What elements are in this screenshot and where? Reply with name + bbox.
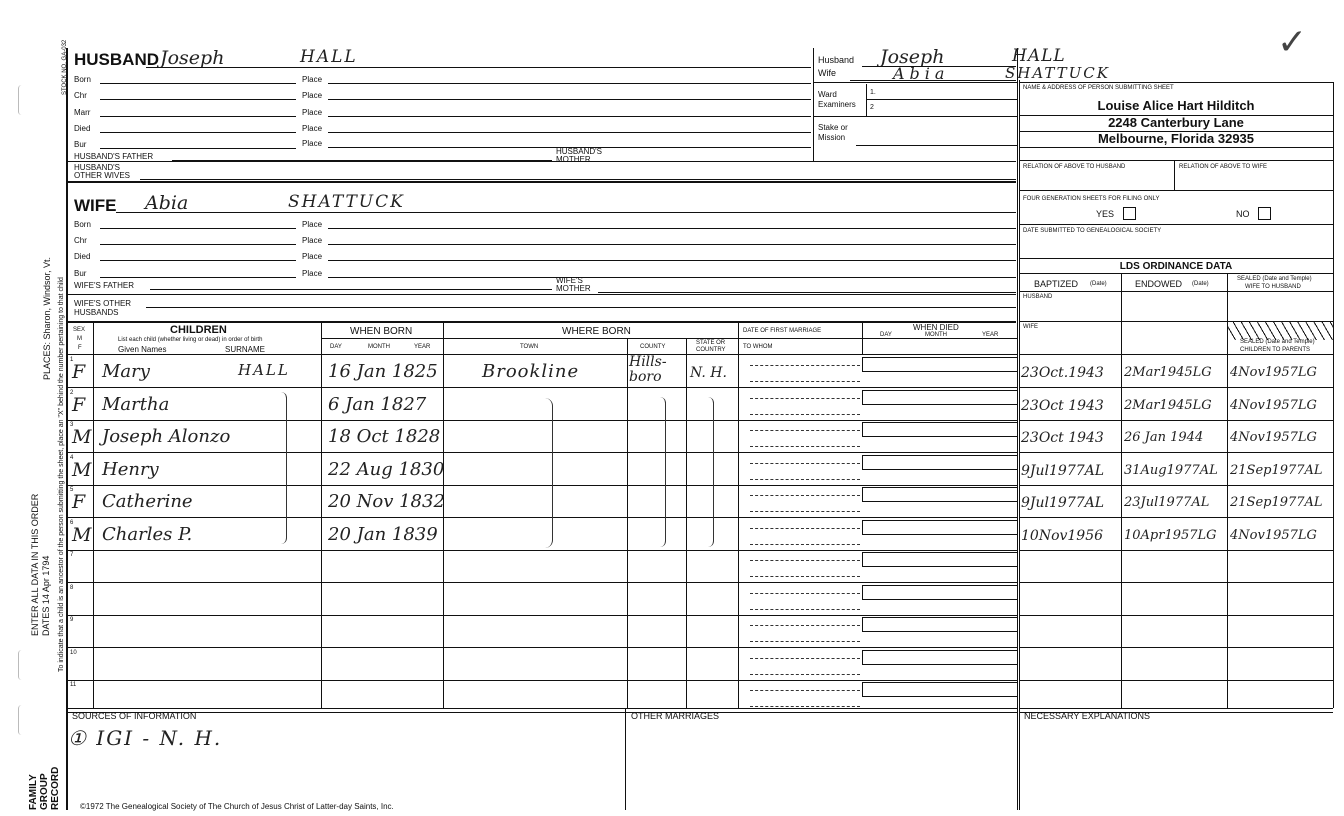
ward-husband-value: Joseph	[880, 46, 945, 68]
child-birth-town: Brookline	[482, 361, 580, 382]
sources-label: SOURCES OF INFORMATION	[72, 711, 197, 721]
mission-label: Mission	[818, 133, 846, 142]
where-born-line	[443, 338, 738, 339]
children-col-state	[738, 322, 739, 708]
child-endowed: 26 Jan 1944	[1124, 430, 1204, 445]
child-marriage-dash	[750, 706, 860, 707]
child-died-box-left	[862, 552, 863, 566]
child-endowed: 2Mar1945LG	[1124, 365, 1212, 380]
submitter-bottom-line	[1019, 160, 1333, 161]
children-col-county	[686, 338, 687, 708]
lds-table-bottom	[1019, 708, 1333, 709]
child-died-box-line	[862, 371, 1017, 372]
ward-box-border	[813, 48, 814, 162]
husband-divider	[66, 161, 1016, 162]
ward-label: Ward	[818, 90, 837, 99]
child-died-box-line	[862, 696, 1017, 697]
child-number: 5	[70, 487, 74, 493]
endowed-date-label: (Date)	[1192, 281, 1209, 287]
date-submitted-line	[1019, 258, 1333, 259]
no-checkbox[interactable]	[1258, 207, 1271, 220]
wife-born-place-label: Place	[302, 220, 323, 229]
children-col-name	[321, 322, 322, 708]
ward-wife-line	[850, 80, 1016, 81]
child-birth-date: 18 Oct 1828	[328, 426, 441, 447]
child-birth-date: 22 Aug 1830	[328, 459, 445, 480]
child-number: 1	[70, 357, 74, 363]
child-marriage-dash	[750, 560, 860, 561]
child-died-box-top	[862, 617, 1017, 618]
born-day-label: DAY	[330, 344, 342, 350]
child-sex: M	[72, 426, 92, 448]
child-sealed: 4Nov1957LG	[1230, 430, 1317, 445]
wife-bur-line	[100, 277, 296, 278]
lds-row-line	[1019, 517, 1333, 518]
child-died-box-top	[862, 422, 1017, 423]
lds-row-line	[1019, 680, 1333, 681]
child-birth-state: N. H.	[690, 365, 727, 381]
child-died-box-left	[862, 455, 863, 469]
submitter-street: 2248 Canterbury Lane	[1108, 115, 1244, 130]
child-sealed: 4Nov1957LG	[1230, 398, 1317, 413]
child-baptized: 23Oct 1943	[1021, 430, 1104, 446]
wife-born-place-line	[328, 228, 1016, 229]
indicate-text: To indicate that a child is an ancestor of the person submitting the sheet, place an "X" behind the number pertaining to that child	[58, 277, 65, 672]
lds-title-line	[1019, 273, 1333, 274]
child-died-box-left	[862, 585, 863, 599]
husband-other-wives-2: OTHER WIVES	[74, 171, 131, 180]
child-given-name: Joseph Alonzo	[102, 426, 231, 447]
child-number: 11	[70, 682, 77, 688]
wife-chr-place-line	[328, 244, 1016, 245]
child-given-name: Charles P.	[102, 524, 193, 545]
children-col-born	[443, 322, 444, 708]
endowed-label: ENDOWED	[1135, 279, 1182, 289]
husband-marr-label: Marr	[74, 108, 91, 117]
ward-num-2: 2	[870, 104, 874, 111]
husband-father-label: HUSBAND'S FATHER	[74, 152, 154, 161]
lds-title: LDS ORDINANCE DATA	[1119, 261, 1233, 272]
child-sex: F	[72, 394, 86, 416]
child-died-box-top	[862, 390, 1017, 391]
wife-born-label: Born	[74, 220, 91, 229]
relation-bottom-line	[1019, 190, 1333, 191]
wife-other-husbands-1: WIFE'S OTHER	[74, 299, 132, 308]
enter-all-text: ENTER ALL DATA IN THIS ORDER	[30, 493, 40, 636]
wife-mother-line	[598, 292, 1016, 293]
town-label: TOWN	[520, 344, 539, 350]
wife-divider	[66, 294, 1016, 295]
children-table-bottom	[66, 708, 1017, 709]
main-border-left	[66, 48, 68, 810]
child-died-box-line	[862, 599, 1017, 600]
child-marriage-dash	[750, 463, 860, 464]
sex-m: M	[77, 336, 82, 342]
child-died-box-left	[862, 650, 863, 664]
child-died-box-line	[862, 631, 1017, 632]
lds-row-line	[1019, 615, 1333, 616]
margin-mark	[18, 85, 25, 115]
child-died-box-top	[862, 552, 1017, 553]
wife-died-place-line	[328, 260, 1016, 261]
examiners-label: Examiners	[818, 100, 856, 109]
child-died-box-top	[862, 357, 1017, 358]
wife-label: WIFE	[74, 196, 117, 215]
state-label-2: COUNTRY	[696, 347, 726, 353]
child-number: 2	[70, 390, 74, 396]
children-title: CHILDREN	[170, 324, 227, 336]
child-died-box-top	[862, 682, 1017, 683]
child-marriage-dash	[750, 544, 860, 545]
ward-divider	[813, 82, 1017, 83]
husband-died-place-line	[328, 132, 811, 133]
when-born-label: WHEN BORN	[350, 326, 413, 337]
child-given-name: Henry	[102, 459, 159, 480]
record-title-group: GROUP	[39, 773, 50, 810]
lds-husband-row: HUSBAND	[1023, 294, 1053, 300]
submitter-city: Melbourne, Florida 32935	[1097, 131, 1255, 146]
right-panel-border	[1017, 48, 1018, 810]
wife-other-husbands-line	[146, 307, 1016, 308]
no-label: NO	[1236, 209, 1250, 219]
ward-line-2	[813, 116, 1017, 117]
child-row-line	[66, 680, 1017, 681]
husband-name-line	[146, 67, 811, 68]
child-endowed: 31Aug1977AL	[1124, 463, 1218, 478]
lds-col-divider-2	[1227, 273, 1228, 708]
stock-number: STOCK NO. GA-032	[62, 39, 68, 95]
child-marriage-dash	[750, 658, 860, 659]
wife-surname: SHATTUCK	[288, 192, 405, 212]
husband-chr-place-label: Place	[302, 91, 323, 100]
child-died-box-line	[862, 436, 1017, 437]
baptized-label: BAPTIZED	[1034, 279, 1079, 289]
child-marriage-dash	[750, 365, 860, 366]
children-list-note: List each child (whether living or dead) in order of birth	[118, 337, 263, 343]
lds-row-line	[1019, 550, 1333, 551]
yes-checkbox[interactable]	[1123, 207, 1136, 220]
sealed-children-2: CHILDREN TO PARENTS	[1240, 347, 1311, 353]
sealed-header-1: SEALED (Date and Temple)	[1237, 276, 1312, 282]
children-col-town	[627, 338, 628, 708]
explanations-label: NECESSARY EXPLANATIONS	[1024, 711, 1151, 721]
child-sealed: 4Nov1957LG	[1230, 365, 1317, 380]
husband-marr-place-label: Place	[302, 108, 323, 117]
lds-header-line	[1019, 291, 1333, 292]
died-month-label: MONTH	[925, 332, 947, 338]
child-baptized: 9Jul1977AL	[1021, 495, 1105, 511]
child-birth-date: 20 Jan 1839	[328, 524, 438, 545]
margin-mark	[18, 650, 25, 680]
child-died-box-left	[862, 520, 863, 534]
husband-marr-place-line	[328, 116, 811, 117]
wife-father-label: WIFE'S FATHER	[74, 281, 135, 290]
child-baptized: 10Nov1956	[1021, 528, 1104, 544]
child-marriage-dash	[750, 446, 860, 447]
children-col-sex	[93, 322, 94, 708]
child-marriage-dash	[750, 479, 860, 480]
submitter-top-line	[1019, 82, 1333, 83]
record-title-record: RECORD	[50, 766, 61, 810]
child-birth-date: 16 Jan 1825	[328, 361, 438, 382]
ditto-stroke	[280, 392, 287, 544]
sources-value: ① IGI - N. H.	[68, 726, 223, 750]
submitter-header: NAME & ADDRESS OF PERSON SUBMITTING SHEET	[1023, 85, 1174, 91]
ditto-stroke	[705, 397, 714, 547]
husband-born-place-line	[328, 83, 811, 84]
to-whom-label: TO WHOM	[743, 344, 773, 350]
other-marriages-label: OTHER MARRIAGES	[631, 711, 720, 721]
lds-wife-row: WIFE	[1023, 324, 1038, 330]
wife-chr-place-label: Place	[302, 236, 323, 245]
child-baptized: 23Oct 1943	[1021, 398, 1104, 414]
lds-right-border	[1333, 82, 1334, 708]
lds-row-line	[1019, 420, 1333, 421]
husband-chr-line	[100, 99, 296, 100]
child-marriage-dash	[750, 511, 860, 512]
wife-father-line	[150, 289, 552, 290]
child-marriage-dash	[750, 641, 860, 642]
child-row-line	[66, 647, 1017, 648]
record-title-family: FAMILY	[28, 774, 39, 810]
child-died-box-left	[862, 357, 863, 371]
relation-divider	[1174, 160, 1175, 190]
child-row-line	[66, 712, 1017, 713]
section-divider	[66, 321, 1016, 323]
children-header-bottom	[66, 354, 1017, 355]
footer-divider	[625, 708, 626, 810]
died-day-label: DAY	[880, 332, 892, 338]
child-marriage-dash	[750, 609, 860, 610]
wife-bur-place-line	[328, 277, 1016, 278]
sex-label: SEX	[73, 327, 86, 333]
born-year-label: YEAR	[414, 344, 431, 350]
husband-label: HUSBAND	[74, 50, 159, 69]
wife-born-line	[100, 228, 296, 229]
wife-mother-label-2: MOTHER	[556, 284, 591, 293]
lds-row-line	[1019, 647, 1333, 648]
husband-bur-line	[100, 148, 296, 149]
child-birth-date: 20 Nov 1832	[328, 491, 445, 512]
places-text: PLACES: Sharon, Windsor, Vt.	[42, 256, 52, 380]
wife-name-line	[116, 212, 1016, 213]
child-given-name: Catherine	[102, 491, 193, 512]
ward-wife-label: Wife	[818, 68, 836, 78]
child-sex: M	[72, 459, 92, 481]
child-row-line	[66, 582, 1017, 583]
child-baptized: 23Oct.1943	[1021, 365, 1104, 381]
husband-died-line	[100, 132, 296, 133]
child-died-box-top	[862, 487, 1017, 488]
child-died-box-line	[862, 404, 1017, 405]
child-sealed: 4Nov1957LG	[1230, 528, 1317, 543]
child-sealed: 21Sep1977AL	[1230, 495, 1323, 510]
given-names-label: Given Names	[118, 345, 167, 354]
child-died-box-top	[862, 520, 1017, 521]
child-birth-county: Hills-boro	[629, 354, 667, 385]
ward-line-1	[866, 99, 1017, 100]
child-number: 4	[70, 455, 74, 461]
ditto-stroke	[657, 397, 666, 547]
lds-children-header-bottom	[1019, 354, 1333, 355]
child-marriage-dash	[750, 430, 860, 431]
child-number: 3	[70, 422, 74, 428]
lds-row-line	[1019, 485, 1333, 486]
husband-born-label: Born	[74, 75, 91, 84]
sealed-header-2: WIFE TO HUSBAND	[1245, 284, 1301, 290]
when-born-line	[321, 338, 443, 339]
lds-row-line	[1019, 582, 1333, 583]
wife-bur-label: Bur	[74, 269, 87, 278]
born-month-label: MONTH	[368, 344, 390, 350]
died-year-label: YEAR	[982, 332, 999, 338]
child-endowed: 2Mar1945LG	[1124, 398, 1212, 413]
ward-wife-value: Abia	[893, 64, 950, 83]
child-died-box-top	[862, 650, 1017, 651]
child-number: 10	[70, 650, 77, 656]
child-row-line	[66, 387, 1017, 388]
relation-wife-label: RELATION OF ABOVE TO WIFE	[1179, 164, 1268, 170]
husband-bur-place-label: Place	[302, 139, 323, 148]
four-gen-bottom-line	[1019, 224, 1333, 225]
child-died-box-top	[862, 455, 1017, 456]
wife-mother-label-1: WIFE'S	[556, 276, 583, 285]
child-number: 8	[70, 585, 74, 591]
husband-mother-label-2: MOTHER	[556, 155, 591, 164]
wife-other-husbands-2: HUSBANDS	[74, 308, 119, 317]
submitter-name: Louise Alice Hart Hilditch	[1097, 98, 1255, 113]
child-sealed: 21Sep1977AL	[1230, 463, 1323, 478]
husband-other-wives-1: HUSBAND'S	[74, 163, 120, 172]
baptized-date-label: (Date)	[1090, 281, 1107, 287]
where-born-label: WHERE BORN	[562, 326, 631, 337]
husband-chr-label: Chr	[74, 91, 87, 100]
child-row-line	[66, 550, 1017, 551]
child-marriage-dash	[750, 398, 860, 399]
child-marriage-dash	[750, 528, 860, 529]
child-number: 9	[70, 617, 74, 623]
child-given-name: Mary	[102, 361, 150, 382]
husband-died-place-label: Place	[302, 124, 323, 133]
child-marriage-dash	[750, 674, 860, 675]
marriage-line	[738, 338, 1017, 339]
child-marriage-dash	[750, 690, 860, 691]
child-died-box-left	[862, 682, 863, 696]
child-endowed: 23Jul1977AL	[1124, 495, 1210, 510]
wife-bur-place-label: Place	[302, 269, 323, 278]
sex-f: F	[78, 345, 82, 351]
sealed-children-1: SEALED (Date and Temple)	[1240, 339, 1315, 345]
husband-mother-label-1: HUSBAND'S	[556, 147, 602, 156]
margin-mark	[18, 705, 25, 735]
copyright-text: ©1972 The Genealogical Society of The Church of Jesus Christ of Latter-day Saints, Inc.	[80, 802, 394, 811]
husband-chr-place-line	[328, 99, 811, 100]
husband-bur-label: Bur	[74, 140, 87, 149]
ward-num-1: 1.	[870, 89, 876, 96]
child-died-box-left	[862, 487, 863, 501]
four-gen-label: FOUR GENERATION SHEETS FOR FILING ONLY	[1023, 196, 1160, 202]
child-died-box-line	[862, 664, 1017, 665]
child-marriage-dash	[750, 495, 860, 496]
lds-row-line	[1019, 387, 1333, 388]
child-died-box-left	[862, 617, 863, 631]
ward-inner-divider	[866, 84, 867, 116]
wife-given: Abia	[145, 192, 189, 214]
wife-chr-line	[100, 244, 296, 245]
child-marriage-dash	[750, 593, 860, 594]
child-marriage-dash	[750, 625, 860, 626]
ward-husband-surname: HALL	[1012, 46, 1066, 66]
submitter-line-3	[1019, 147, 1333, 148]
lds-col-divider-1	[1121, 273, 1122, 708]
child-marriage-dash	[750, 576, 860, 577]
child-endowed: 10Apr1957LG	[1124, 528, 1217, 543]
husband-surname: HALL	[300, 47, 358, 67]
wife-chr-label: Chr	[74, 236, 87, 245]
state-label-1: STATE OR	[696, 340, 726, 346]
husband-other-wives-line	[140, 179, 1016, 180]
wife-died-place-label: Place	[302, 252, 323, 261]
check-icon: ✓	[1277, 22, 1308, 63]
child-died-box-left	[862, 422, 863, 436]
yes-label: YES	[1096, 209, 1115, 219]
child-marriage-dash	[750, 414, 860, 415]
ward-wife-surname: SHATTUCK	[1005, 64, 1110, 82]
child-baptized: 9Jul1977AL	[1021, 463, 1105, 479]
child-died-box-left	[862, 390, 863, 404]
section-divider	[66, 181, 1016, 183]
child-died-box-line	[862, 566, 1017, 567]
dates-text: DATES 14 Apr 1794	[41, 555, 51, 636]
first-marriage-label: DATE OF FIRST MARRIAGE	[743, 328, 822, 334]
relation-husband-label: RELATION OF ABOVE TO HUSBAND	[1023, 164, 1126, 170]
child-died-box-line	[862, 534, 1017, 535]
husband-marr-line	[100, 116, 296, 117]
husband-born-place-label: Place	[302, 75, 323, 84]
child-sex: F	[72, 491, 86, 513]
when-died-label: WHEN DIED	[913, 323, 959, 332]
child-birth-date: 6 Jan 1827	[328, 394, 427, 415]
wife-died-line	[100, 260, 296, 261]
child-given-name: Martha	[102, 394, 170, 415]
child-sex: M	[72, 524, 92, 546]
child-marriage-dash	[750, 381, 860, 382]
child-surname: HALL	[238, 361, 290, 379]
child-number: 6	[70, 520, 74, 526]
husband-born-line	[100, 83, 296, 84]
child-died-box-line	[862, 469, 1017, 470]
husband-died-label: Died	[74, 124, 91, 133]
wife-died-label: Died	[74, 252, 91, 261]
child-died-box-line	[862, 501, 1017, 502]
date-submitted-label: DATE SUBMITTED TO GENEALOGICAL SOCIETY	[1023, 228, 1162, 234]
child-sex: F	[72, 361, 86, 383]
child-number: 7	[70, 552, 74, 558]
stake-label: Stake or	[818, 123, 848, 132]
lds-row-line	[1019, 452, 1333, 453]
stake-line	[856, 145, 1017, 146]
ditto-stroke	[542, 398, 553, 548]
husband-given: Joseph	[160, 47, 225, 69]
sealed-hatch	[1228, 322, 1333, 340]
child-died-box-top	[862, 585, 1017, 586]
children-surname-label: SURNAME	[225, 345, 266, 354]
ward-husband-label: Husband	[818, 55, 855, 65]
child-row-line	[66, 615, 1017, 616]
county-label: COUNTY	[640, 344, 666, 350]
